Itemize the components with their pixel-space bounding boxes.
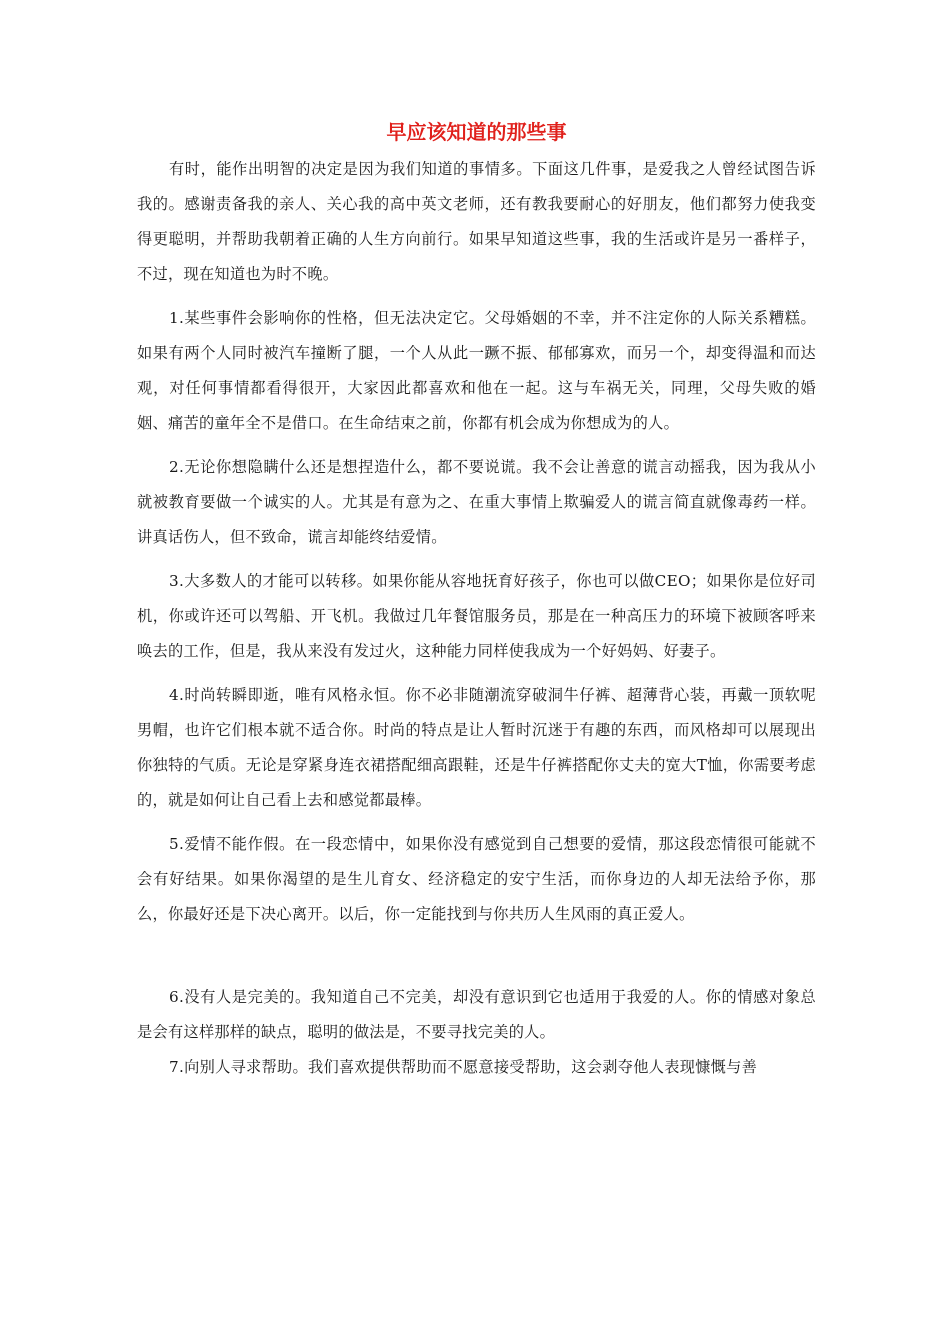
paragraph-3: 3.大多数人的才能可以转移。如果你能从容地抚育好孩子，你也可以做CEO；如果你是位好司机，你或许还可以驾船、开飞机。我做过几年餐馆服务员，那是在一种高压力的环境下被顾客呼来唤去的工作，但是，我从来没有发过火，这种能力同样使我成为一个好妈妈、好妻子。 (137, 572, 816, 660)
paragraph-4: 4.时尚转瞬即逝，唯有风格永恒。你不必非随潮流穿破洞牛仔裤、超薄背心装，再戴一顶软呢男帽，也许它们根本就不适合你。时尚的特点是让人暂时沉迷于有趣的东西，而风格却可以展现出你独特的气质。无论是穿紧身连衣裙搭配细高跟鞋，还是牛仔裤搭配你丈夫的宽大T恤，你需要考虑的，就是如何让自己看上去和感觉都最棒。 (137, 686, 816, 809)
intro-paragraph: 有时，能作出明智的决定是因为我们知道的事情多。下面这几件事，是爱我之人曾经试图告诉我的。感谢责备我的亲人、关心我的高中英文老师，还有教我要耐心的好朋友，他们都努力使我变得更聪明，并帮助我朝着正确的人生方向前行。如果早知道这些事，我的生活或许是另一番样子，不过，现在知道也为时不晚。 (137, 160, 816, 283)
paragraph-6: 6.没有人是完美的。我知道自己不完美，却没有意识到它也适用于我爱的人。你的情感对象总是会有这样那样的缺点，聪明的做法是，不要寻找完美的人。 (137, 988, 816, 1041)
paragraph-5: 5.爱情不能作假。在一段恋情中，如果你没有感觉到自己想要的爱情，那这段恋情很可能就不会有好结果。如果你渴望的是生儿育女、经济稳定的安宁生活，而你身边的人却无法给予你，那么，你最好还是下决心离开。以后，你一定能找到与你共历人生风雨的真正爱人。 (137, 835, 816, 923)
paragraph-1: 1.某些事件会影响你的性格，但无法决定它。父母婚姻的不幸，并不注定你的人际关系糟糕。如果有两个人同时被汽车撞断了腿，一个人从此一蹶不振、郁郁寡欢，而另一个，却变得温和而达观，对任何事情都看得很开，大家因此都喜欢和他在一起。这与车祸无关，同理，父母失败的婚姻、痛苦的童年全不是借口。在生命结束之前，你都有机会成为你想成为的人。 (137, 309, 816, 432)
paragraph-7: 7.向别人寻求帮助。我们喜欢提供帮助而不愿意接受帮助，这会剥夺他人表现慷慨与善 (169, 1058, 758, 1076)
paragraph-2: 2.无论你想隐瞒什么还是想捏造什么，都不要说谎。我不会让善意的谎言动摇我，因为我从小就被教育要做一个诚实的人。尤其是有意为之、在重大事情上欺骗爱人的谎言简直就像毒药一样。讲真话伤人，但不致命，谎言却能终结爱情。 (137, 458, 816, 546)
document-title: 早应该知道的那些事 (386, 120, 567, 144)
